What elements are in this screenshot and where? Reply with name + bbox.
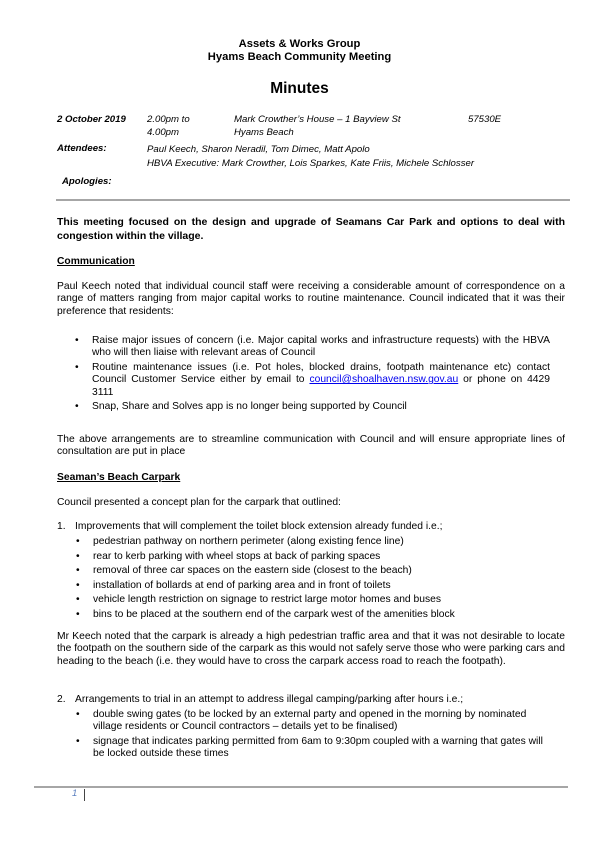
item2-bullets	[93, 709, 555, 763]
list-item: • double swing gates (to be locked by an external party and opened in the morning by nominated village residents or Council contractors – details yet to be finalised)	[93, 709, 555, 734]
footer-divider	[34, 786, 568, 788]
header-divider	[56, 199, 570, 201]
meeting-time	[147, 114, 190, 139]
list-item: • signage that indicates parking permitted from 6am to 9:30pm coupled with a warning that gates will be locked outside these times	[93, 736, 555, 761]
list-item: • rear to kerb parking with wheel stops at back of parking spaces	[93, 551, 553, 563]
list-item: • Raise major issues of concern (i.e. Major capital works and infrastructure requests) with the HBVA who will then liaise with relevant areas of Council	[92, 335, 550, 360]
meeting-location-line2: Hyams Beach	[234, 126, 294, 138]
page-number: 1	[72, 788, 78, 799]
list-item: • installation of bollards at end of parking area and in front of toilets	[93, 580, 553, 592]
communication-paragraph: Paul Keech noted that individual council staff were receiving a considerable amount of correspondence on a range of matters ranging from major capital works to routine maintenance. Council indicated that it was their preference that residents:	[57, 281, 565, 317]
page-number-divider	[84, 789, 85, 801]
communication-closing: The above arrangements are to streamline communication with Council and will ensure appropriate lines of consultation are put in place	[57, 434, 565, 458]
bullet-text: or phone on 4429 3111	[92, 374, 550, 398]
item1-bullets	[93, 536, 553, 624]
attendees-list	[147, 143, 474, 171]
keech-paragraph: Mr Keech noted that the carpark is already a high pedestrian traffic area and that it was not desirable to locate the footpath on the southern side of the carpark as this would not safely serve those who were parking cars and heading to the beach (i.e. they would have to cross the carpark access road to reach the footpath).	[57, 631, 565, 667]
item2-text: Arrangements to trial in an attempt to address illegal camping/parking after hours i.e.;	[75, 694, 464, 705]
list-item: • bins to be placed at the southern end of the carpark west of the amenities block	[93, 609, 553, 621]
intro-statement: This meeting focused on the design and upgrade of Seamans Car Park and options to deal with congestion within the village.	[57, 216, 565, 242]
list-item	[92, 362, 550, 399]
meeting-location	[234, 114, 401, 139]
meeting-time-line1: 2.00pm to	[147, 114, 190, 125]
list-item: • vehicle length restriction on signage to restrict large motor homes and buses	[93, 594, 553, 606]
meeting-name: Hyams Beach Community Meeting	[207, 51, 392, 63]
page-title: Minutes	[270, 80, 329, 97]
communication-bullets	[92, 335, 550, 413]
meeting-ref: 57530E	[468, 114, 502, 125]
item-number: 2.	[57, 694, 66, 705]
document-header	[0, 38, 599, 64]
item-number: 1.	[57, 521, 66, 532]
attendees-label: Attendees:	[57, 143, 107, 154]
attendees-line2: HBVA Executive: Mark Crowther, Lois Sparkes, Kate Friis, Michele Schlosser	[147, 158, 475, 169]
meeting-location-line1: Mark Crowther’s House – 1 Bayview St	[234, 114, 401, 125]
meeting-date: 2 October 2019	[57, 114, 126, 125]
communication-heading: Communication	[57, 256, 135, 267]
list-item: • removal of three car spaces on the eastern side (closest to the beach)	[93, 565, 553, 577]
email-link[interactable]: council@shoalhaven.nsw.gov.au	[309, 374, 459, 386]
meeting-time-line2: 4.00pm	[147, 126, 179, 138]
attendees-line1: Paul Keech, Sharon Neradil, Tom Dimec, Matt Apolo	[147, 144, 370, 155]
list-item: • pedestrian pathway on northern perimeter (along existing fence line)	[93, 536, 553, 548]
list-item: • Snap, Share and Solves app is no longer being supported by Council	[92, 401, 550, 413]
carpark-intro: Council presented a concept plan for the carpark that outlined:	[57, 497, 341, 508]
item1-text: Improvements that will complement the toilet block extension already funded i.e.;	[75, 521, 443, 532]
bullet-text: Routine maintenance issues (i.e. Pot holes, blocked drains, footpath maintenance etc) contact Council Customer Service either by email to	[92, 361, 550, 386]
carpark-heading: Seaman’s Beach Carpark	[57, 472, 181, 483]
group-name: Assets & Works Group	[238, 38, 361, 50]
apologies-label: Apologies:	[62, 176, 112, 187]
